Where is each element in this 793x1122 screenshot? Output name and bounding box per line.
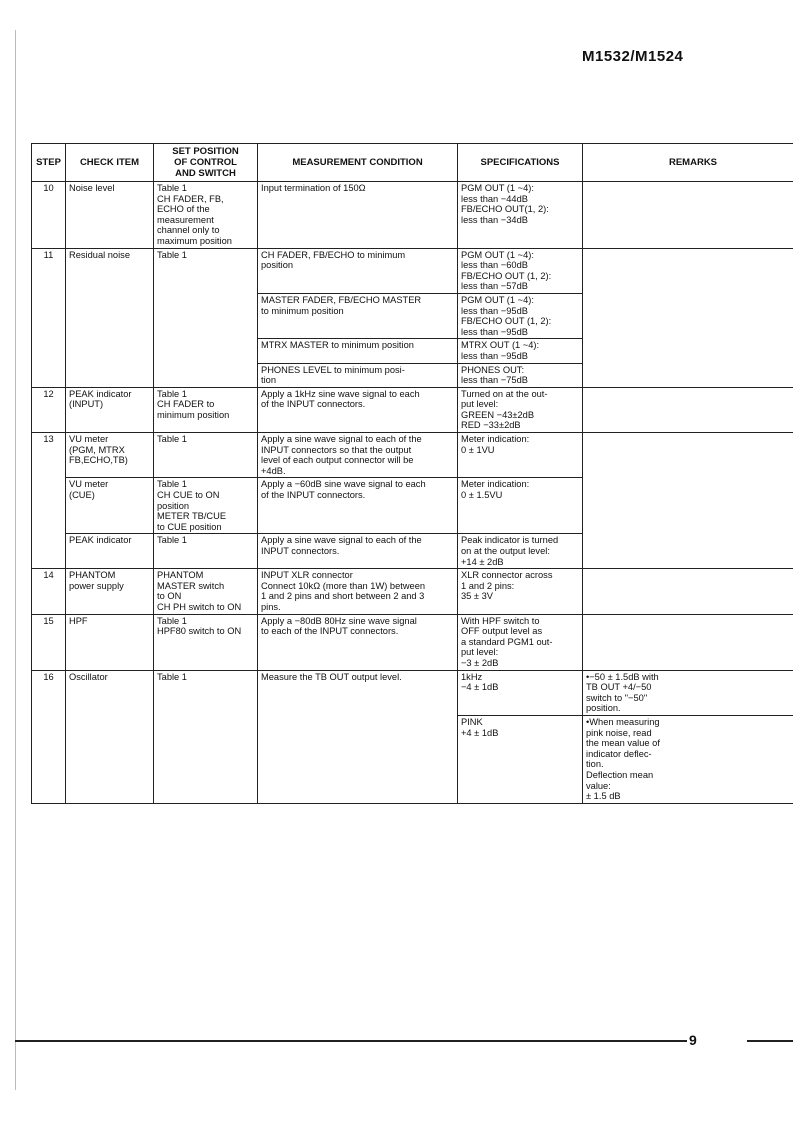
measurement-condition: Apply a sine wave signal to each of the INPUT connectors. xyxy=(258,534,458,569)
specification: PGM OUT (1 ~4): less than −44dB FB/ECHO OUT(1, 2): less than −34dB xyxy=(458,182,583,249)
measurement-condition: PHONES LEVEL to minimum posi- tion xyxy=(258,363,458,387)
table-row xyxy=(32,182,793,249)
specification: Turned on at the out- put level: GREEN −43±2dB RED −33±2dB xyxy=(458,387,583,432)
set-position: Table 1 HPF80 switch to ON xyxy=(154,614,258,670)
check-item: HPF xyxy=(66,614,154,670)
check-item: Oscillator xyxy=(66,670,154,803)
remarks xyxy=(583,387,793,432)
check-item: Residual noise xyxy=(66,248,154,387)
measurement-condition: Input termination of 150Ω xyxy=(258,182,458,249)
table-row xyxy=(32,433,793,478)
set-position: Table 1 xyxy=(154,670,258,803)
set-position: Table 1 CH CUE to ON position METER TB/CUE to CUE position xyxy=(154,478,258,534)
specification: With HPF switch to OFF output level as a standard PGM1 out- put level: −3 ± 2dB xyxy=(458,614,583,670)
step-number: 10 xyxy=(32,182,66,249)
specification: PGM OUT (1 ~4): less than −95dB FB/ECHO OUT (1, 2): less than −95dB xyxy=(458,293,583,338)
remarks: •−50 ± 1.5dB with TB OUT +4/−50 switch to "−50" position. xyxy=(583,670,793,715)
set-position: Table 1 xyxy=(154,534,258,569)
specification: MTRX OUT (1 ~4): less than −95dB xyxy=(458,339,583,363)
col-measurement-condition-header: MEASUREMENT CONDITION xyxy=(258,144,458,182)
remarks: •When measuring pink noise, read the mean value of indicator deflec- tion. Deflection mean value: ± 1.5 dB xyxy=(583,715,793,803)
set-position: Table 1 xyxy=(154,248,258,387)
measurement-condition: Apply a 1kHz sine wave signal to each of the INPUT connectors. xyxy=(258,387,458,432)
col-set-position-header: SET POSITION OF CONTROL AND SWITCH xyxy=(154,144,258,182)
measurement-condition: Measure the TB OUT output level. xyxy=(258,670,458,803)
specification: 1kHz −4 ± 1dB xyxy=(458,670,583,715)
table-row xyxy=(32,614,793,670)
specification: PHONES OUT: less than −75dB xyxy=(458,363,583,387)
remarks xyxy=(583,614,793,670)
left-margin-rule xyxy=(15,30,16,1090)
measurement-condition: MASTER FADER, FB/ECHO MASTER to minimum position xyxy=(258,293,458,338)
check-item: PEAK indicator xyxy=(66,534,154,569)
measurement-condition: INPUT XLR connector Connect 10kΩ (more than 1W) between 1 and 2 pins and short between 2 and 3 pins. xyxy=(258,569,458,614)
specification: PGM OUT (1 ~4): less than −60dB FB/ECHO OUT (1, 2): less than −57dB xyxy=(458,248,583,293)
measurement-condition: MTRX MASTER to minimum position xyxy=(258,339,458,363)
check-item: VU meter (CUE) xyxy=(66,478,154,534)
footer-rule xyxy=(15,1040,687,1042)
set-position: Table 1 CH FADER to minimum position xyxy=(154,387,258,432)
specification: Meter indication: 0 ± 1.5VU xyxy=(458,478,583,534)
check-item: Noise level xyxy=(66,182,154,249)
step-number: 16 xyxy=(32,670,66,803)
remarks xyxy=(583,248,793,387)
table-row xyxy=(32,387,793,432)
model-number-header: M1532/M1524 xyxy=(582,48,684,65)
step-number: 11 xyxy=(32,248,66,387)
check-item: PHANTOM power supply xyxy=(66,569,154,614)
set-position: Table 1 CH FADER, FB, ECHO of the measurement channel only to maximum position xyxy=(154,182,258,249)
col-step-header: STEP xyxy=(32,144,66,182)
measurement-condition: Apply a −80dB 80Hz sine wave signal to each of the INPUT connectors. xyxy=(258,614,458,670)
set-position: Table 1 xyxy=(154,433,258,478)
check-item: VU meter (PGM, MTRX FB,ECHO,TB) xyxy=(66,433,154,478)
remarks xyxy=(583,569,793,614)
check-procedure-table xyxy=(31,143,793,804)
col-check-item-header: CHECK ITEM xyxy=(66,144,154,182)
footer-rule-right xyxy=(747,1040,793,1042)
step-number: 12 xyxy=(32,387,66,432)
remarks xyxy=(583,182,793,249)
check-item: PEAK indicator (INPUT) xyxy=(66,387,154,432)
step-number: 13 xyxy=(32,433,66,569)
col-remarks-header: REMARKS xyxy=(583,144,793,182)
specification: PINK +4 ± 1dB xyxy=(458,715,583,803)
specification: Meter indication: 0 ± 1VU xyxy=(458,433,583,478)
measurement-condition: Apply a −60dB sine wave signal to each of the INPUT connectors. xyxy=(258,478,458,534)
measurement-condition: Apply a sine wave signal to each of the INPUT connectors so that the output level of each output connector will be +4dB. xyxy=(258,433,458,478)
specification: Peak indicator is turned on at the output level: +14 ± 2dB xyxy=(458,534,583,569)
table-row xyxy=(32,569,793,614)
page-number: 9 xyxy=(689,1032,697,1048)
col-specifications-header: SPECIFICATIONS xyxy=(458,144,583,182)
set-position: PHANTOM MASTER switch to ON CH PH switch to ON xyxy=(154,569,258,614)
table-row xyxy=(32,670,793,715)
table-row xyxy=(32,248,793,293)
step-number: 14 xyxy=(32,569,66,614)
table-header-row xyxy=(32,144,793,182)
specification: XLR connector across 1 and 2 pins: 35 ± 3V xyxy=(458,569,583,614)
measurement-condition: CH FADER, FB/ECHO to minimum position xyxy=(258,248,458,293)
step-number: 15 xyxy=(32,614,66,670)
remarks xyxy=(583,433,793,569)
